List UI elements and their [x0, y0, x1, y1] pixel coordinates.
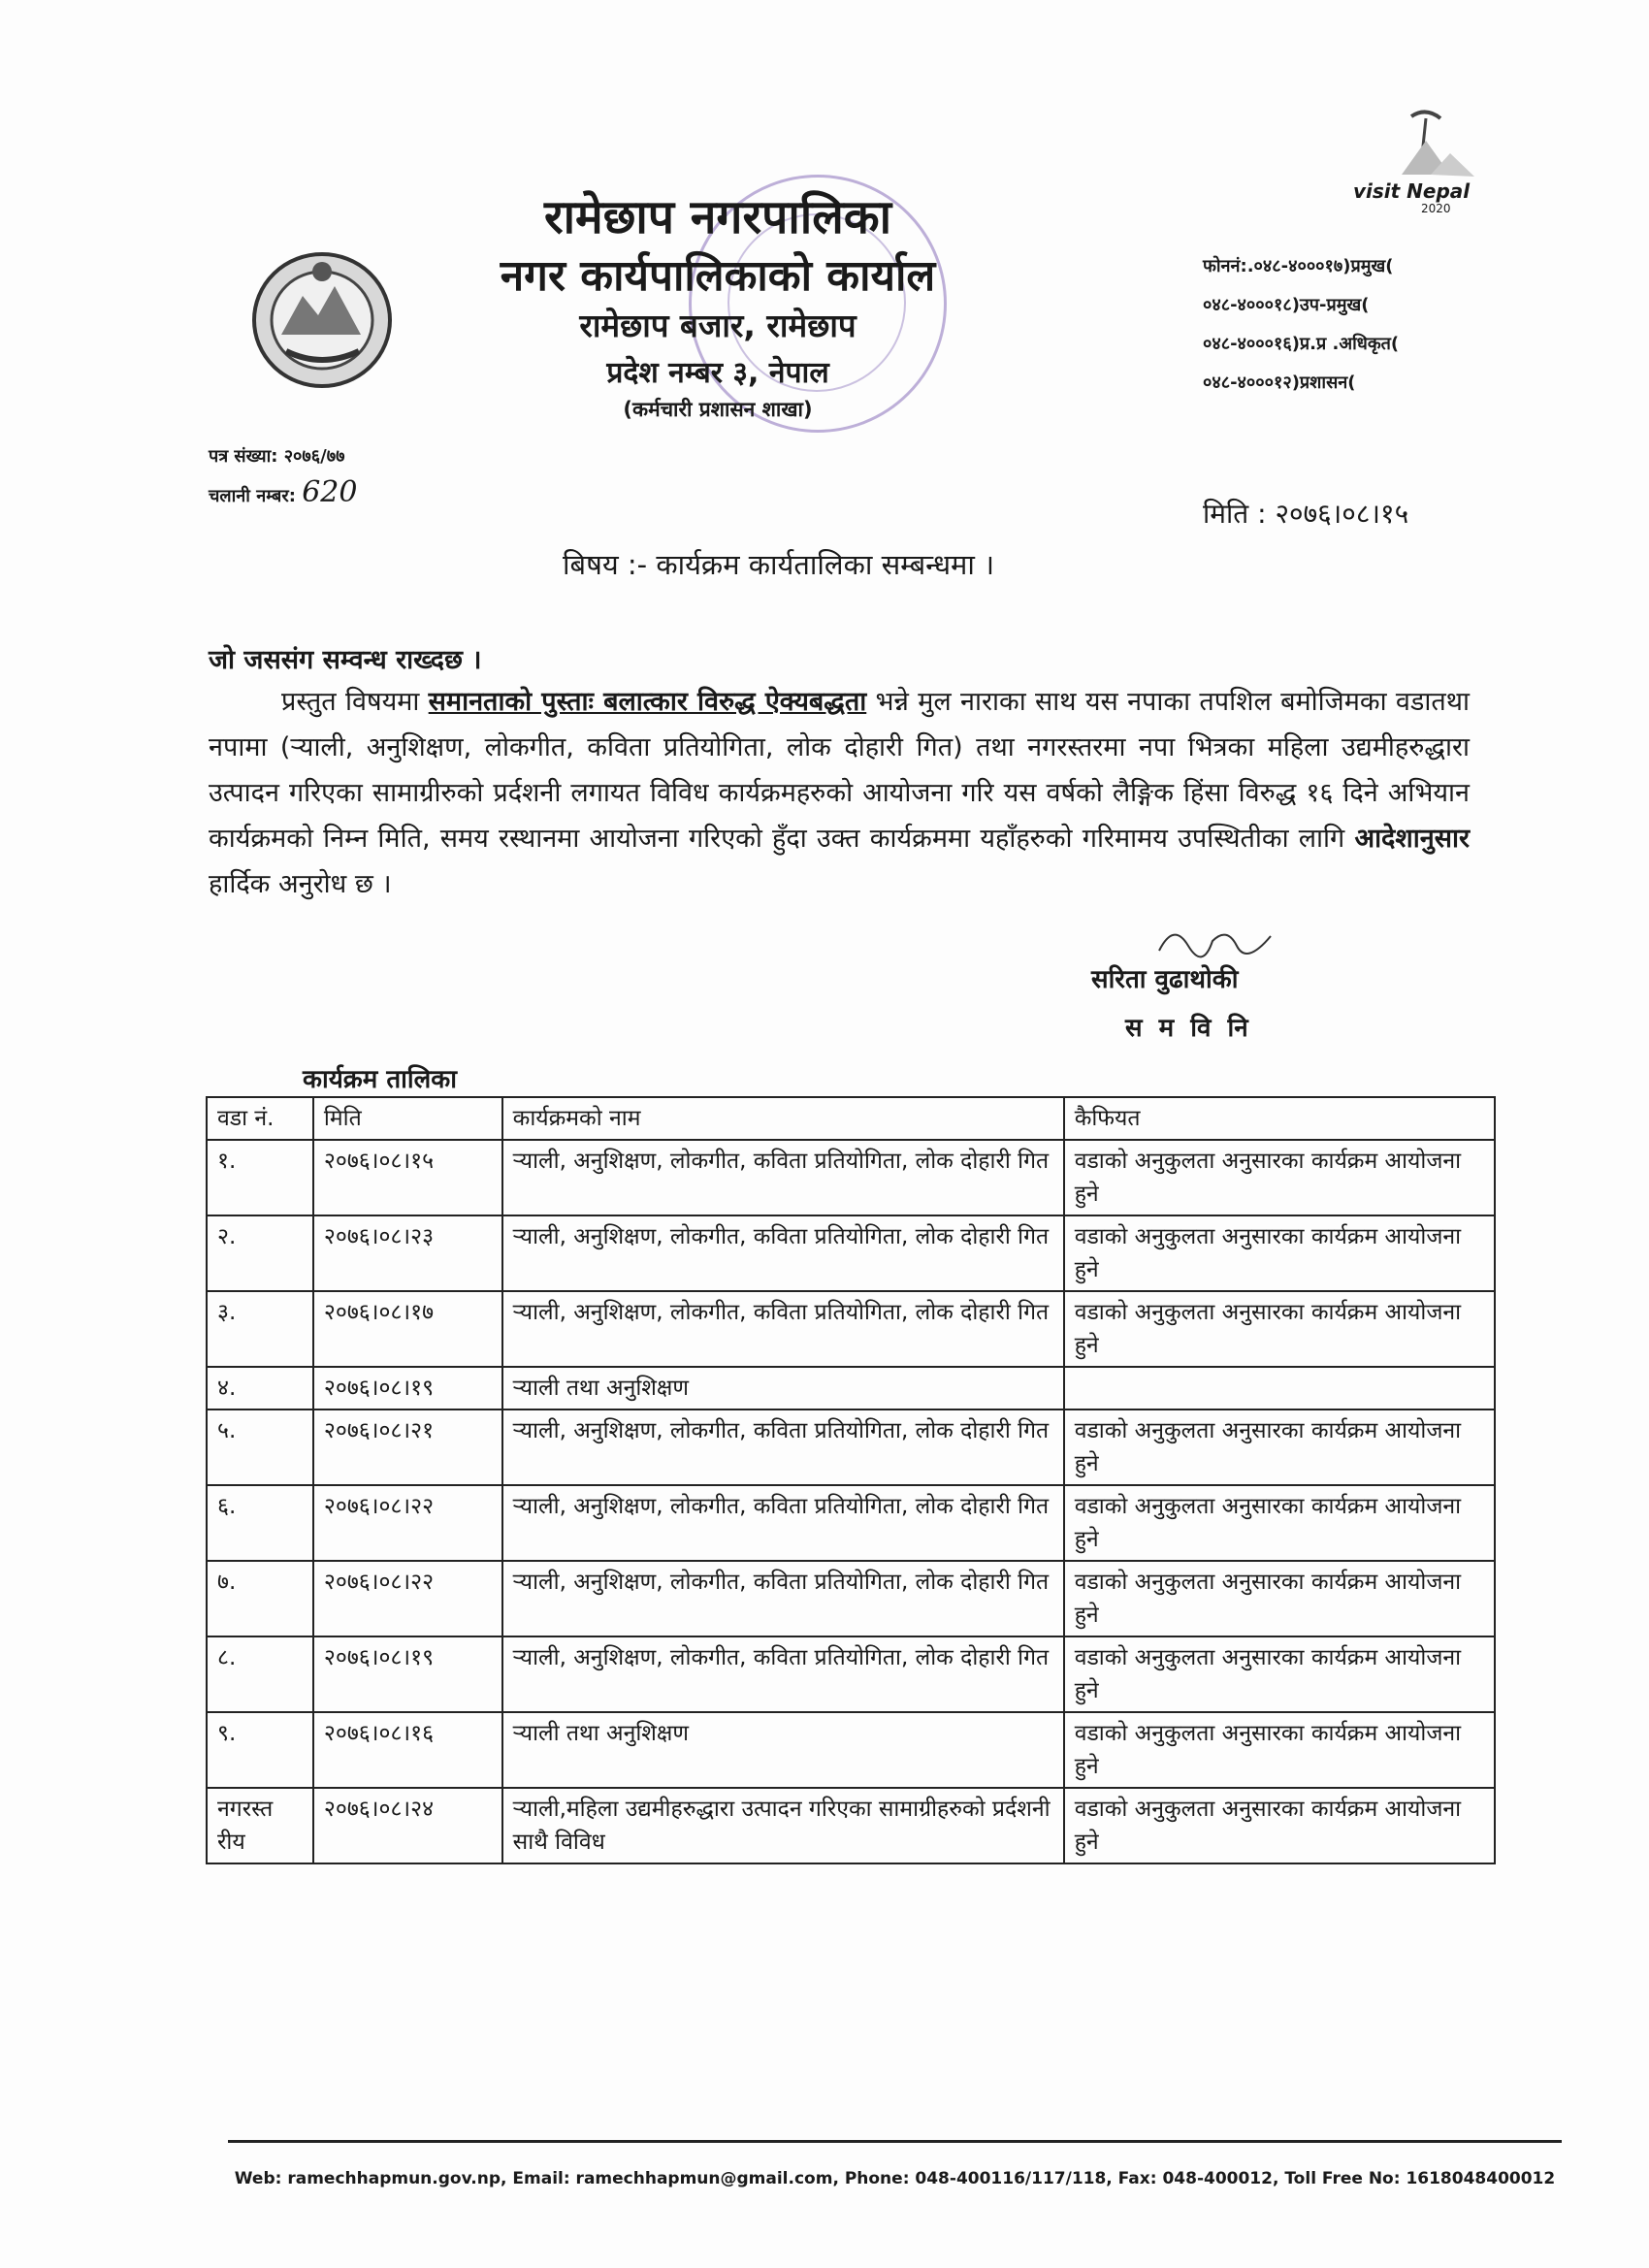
cell-remarks: वडाको अनुकुलता अनुसारका कार्यक्रम आयोजना हुने [1064, 1140, 1495, 1215]
cell-ward: १. [207, 1140, 313, 1215]
visit-nepal-year: 2020 [1421, 202, 1451, 215]
body-part-2: भन्ने मुल नाराका साथ यस नपाका तपशिल बमोजिमका वडातथा नपामा (ऱ्याली, अनुशिक्षण, लोकगीत, कविता प्रतियोगिता, लोक दोहारी गित) तथा नगरस्तरमा नपा भित्रका महिला उद्यमीहरुद्धारा उत्पादन गरिएका सामाग्रीरुको प्रर्दशनी लगायत विविध कार्यक्रमहरुको आयोजना गरि यस वर्षको लैङ्गिक हिंसा विरुद्ध १६ दिने अभियान कार्यक्रमको निम्न मिति, समय रस्थानमा आयोजना गरिएको हुँदा उक्त कार्यक्रममा यहाँहरुको गरिमामय उपस्थितीका लागि [209, 687, 1470, 854]
campaign-slogan: समानताको पुस्ताः बलात्कार विरुद्ध ऐक्यबद्धता [428, 687, 867, 717]
header-remarks: कैफियत [1064, 1097, 1495, 1140]
visit-nepal-text: visit Nepal [1353, 179, 1471, 203]
contact-line-2: ०४८-४०००१८)उप-प्रमुख( [1203, 295, 1370, 315]
letter-date: मिति : २०७६।०८।१५ [1203, 498, 1409, 530]
office-branch: (कर्मचारी प्रशासन शाखा) [623, 398, 813, 421]
cell-remarks: वडाको अनुकुलता अनुसारका कार्यक्रम आयोजना हुने [1064, 1788, 1495, 1863]
table-row [207, 1409, 1495, 1485]
letter-number: पत्र संख्या: २०७६/७७ [209, 446, 345, 467]
cell-ward: नगरस्त रीय [207, 1788, 313, 1863]
cell-date: २०७६।०८।१७ [313, 1291, 502, 1367]
handwritten-signature [1154, 917, 1280, 965]
table-row [207, 1485, 1495, 1561]
cell-date: २०७६।०८।१९ [313, 1636, 502, 1712]
body-bold-word: आदेशानुसार [1354, 824, 1470, 854]
cell-ward: ४. [207, 1367, 313, 1409]
cell-program: ऱ्याली, अनुशिक्षण, लोकगीत, कविता प्रतियोगिता, लोक दोहारी गित [502, 1215, 1064, 1291]
signatory-title: स म वि नि [1125, 1014, 1252, 1043]
cell-remarks: वडाको अनुकुलता अनुसारका कार्यक्रम आयोजना हुने [1064, 1291, 1495, 1367]
body-part-1: प्रस्तुत विषयमा [281, 687, 429, 717]
cell-ward: ९. [207, 1712, 313, 1788]
salutation: जो जससंग सम्वन्ध राख्दछ । [209, 645, 482, 675]
cell-remarks [1064, 1367, 1495, 1409]
cell-date: २०७६।०८।२१ [313, 1409, 502, 1485]
table-row [207, 1367, 1495, 1409]
cell-program: ऱ्याली, अनुशिक्षण, लोकगीत, कविता प्रतियोगिता, लोक दोहारी गित [502, 1636, 1064, 1712]
office-address: रामेछाप बजार, रामेछाप [579, 307, 857, 344]
cell-date: २०७६।०८।२४ [313, 1788, 502, 1863]
contact-line-4: ०४८-४०००१२)प्रशासन( [1203, 373, 1356, 393]
cell-date: २०७६।०८।१६ [313, 1712, 502, 1788]
cell-program: ऱ्याली,महिला उद्यमीहरुद्धारा उत्पादन गरिएका सामाग्रीहरुको प्रर्दशनी साथै विविध [502, 1788, 1064, 1863]
table-row [207, 1712, 1495, 1788]
header-date: मिति [313, 1097, 502, 1140]
office-province: प्रदेश नम्बर ३, नेपाल [606, 356, 829, 390]
cell-date: २०७६।०८।२२ [313, 1485, 502, 1561]
cell-ward: ५. [207, 1409, 313, 1485]
table-row [207, 1561, 1495, 1636]
dispatch-number-label: चलानी नम्बर: [209, 486, 296, 506]
cell-remarks: वडाको अनुकुलता अनुसारका कार्यक्रम आयोजना हुने [1064, 1485, 1495, 1561]
cell-ward: ६. [207, 1485, 313, 1561]
cell-ward: ३. [207, 1291, 313, 1367]
cell-ward: २. [207, 1215, 313, 1291]
cell-program: ऱ्याली, अनुशिक्षण, लोकगीत, कविता प्रतियोगिता, लोक दोहारी गित [502, 1561, 1064, 1636]
table-row [207, 1636, 1495, 1712]
dispatch-number-value: 620 [302, 475, 358, 509]
table-row [207, 1140, 1495, 1215]
cell-remarks: वडाको अनुकुलता अनुसारका कार्यक्रम आयोजना हुने [1064, 1561, 1495, 1636]
office-subtitle: नगर कार्यपालिकाको कार्याल [500, 251, 936, 301]
footer-contact: Web: ramechhapmun.gov.np, Email: ramechhapmun@gmail.com, Phone: 048-400116/117/118, Fax: 048-400012, Toll Free No: 1618048400012 [234, 2169, 1556, 2188]
cell-remarks: वडाको अनुकुलता अनुसारका कार्यक्रम आयोजना हुने [1064, 1409, 1495, 1485]
contact-line-1: फोननं:.०४८-४०००१७)प्रमुख( [1203, 256, 1394, 276]
cell-program: ऱ्याली, अनुशिक्षण, लोकगीत, कविता प्रतियोगिता, लोक दोहारी गित [502, 1140, 1064, 1215]
cell-date: २०७६।०८।१९ [313, 1367, 502, 1409]
cell-date: २०७६।०८।२२ [313, 1561, 502, 1636]
table-row [207, 1291, 1495, 1367]
dispatch-number [209, 475, 357, 509]
table-caption: कार्यक्रम तालिका [303, 1065, 457, 1094]
table-row [207, 1215, 1495, 1291]
cell-date: २०७६।०८।२३ [313, 1215, 502, 1291]
cell-ward: ७. [207, 1561, 313, 1636]
cell-remarks: वडाको अनुकुलता अनुसारका कार्यक्रम आयोजना हुने [1064, 1215, 1495, 1291]
cell-ward: ८. [207, 1636, 313, 1712]
table-header-row [207, 1097, 1495, 1140]
schedule-table [206, 1096, 1496, 1864]
cell-program: ऱ्याली, अनुशिक्षण, लोकगीत, कविता प्रतियोगिता, लोक दोहारी गित [502, 1291, 1064, 1367]
body-part-3: हार्दिक अनुरोध छ । [209, 869, 392, 899]
letter-body [209, 679, 1470, 907]
cell-program: ऱ्याली, अनुशिक्षण, लोकगीत, कविता प्रतियोगिता, लोक दोहारी गित [502, 1485, 1064, 1561]
contact-line-3: ०४८-४०००१६)प्र.प्र .अधिकृत( [1203, 334, 1400, 354]
header-ward: वडा नं. [207, 1097, 313, 1140]
cell-remarks: वडाको अनुकुलता अनुसारका कार्यक्रम आयोजना हुने [1064, 1712, 1495, 1788]
cell-program: ऱ्याली, अनुशिक्षण, लोकगीत, कविता प्रतियोगिता, लोक दोहारी गित [502, 1409, 1064, 1485]
signatory-name: सरिता वुढाथोकी [1091, 965, 1239, 994]
header-program: कार्यक्रमको नाम [502, 1097, 1064, 1140]
cell-program: ऱ्याली तथा अनुशिक्षण [502, 1367, 1064, 1409]
footer-divider [228, 2140, 1562, 2143]
cell-program: ऱ्याली तथा अनुशिक्षण [502, 1712, 1064, 1788]
letter-subject: बिषय :- कार्यक्रम कार्यतालिका सम्बन्धमा । [563, 548, 995, 581]
cell-remarks: वडाको अनुकुलता अनुसारका कार्यक्रम आयोजना हुने [1064, 1636, 1495, 1712]
office-name: रामेछाप नगरपालिका [543, 190, 892, 244]
cell-date: २०७६।०८।१५ [313, 1140, 502, 1215]
table-row [207, 1788, 1495, 1863]
